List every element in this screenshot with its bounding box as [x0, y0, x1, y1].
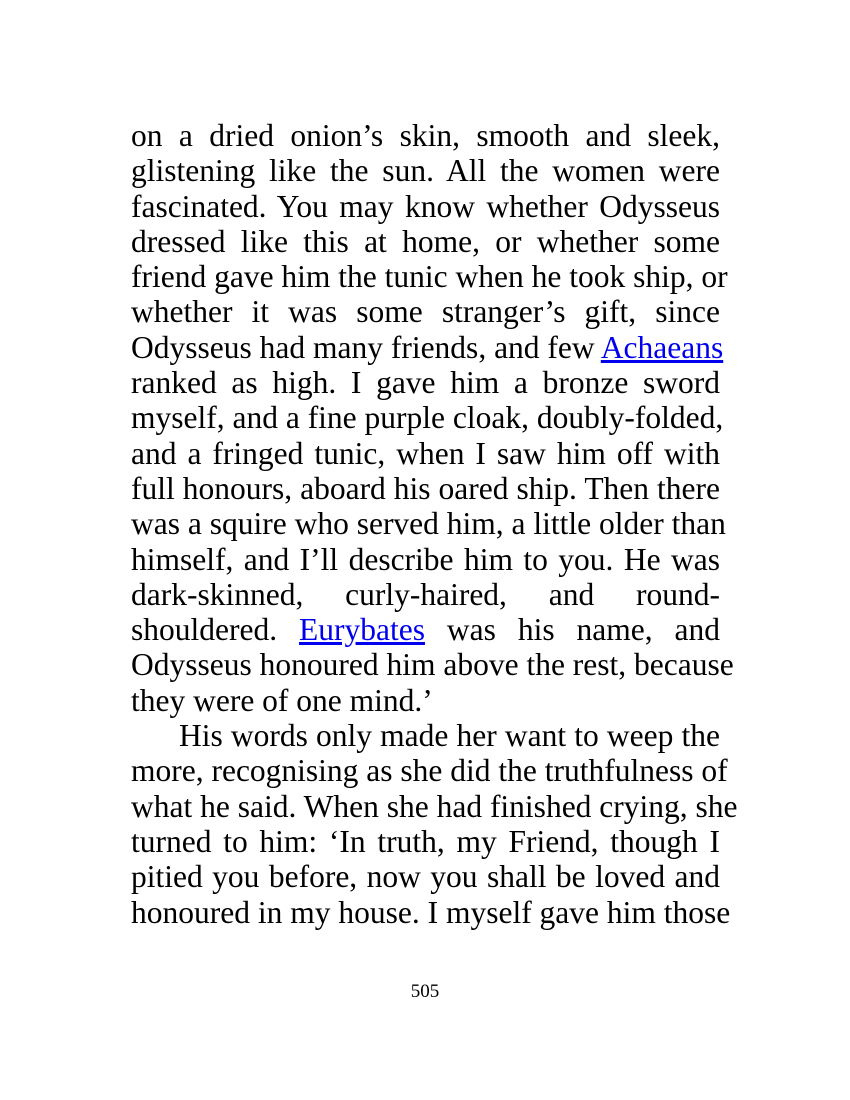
- page-number: 505: [410, 981, 440, 1002]
- text-line: glistening like the sun. All the women were: [131, 153, 720, 189]
- text-line: ranked as high. I gave him a bronze sword: [131, 365, 720, 401]
- paragraph-first-line: His words only made her want to weep the: [179, 718, 720, 754]
- text-line: pitied you before, now you shall be loved and: [131, 859, 720, 895]
- text-line: was a squire who served him, a little older than: [131, 506, 726, 542]
- text-line: friend gave him the tunic when he took ship, or: [131, 259, 728, 295]
- text-line: what he said. When she had finished crying, she: [131, 788, 738, 824]
- achaeans-link[interactable]: Achaeans: [600, 329, 724, 365]
- text-line: fascinated. You may know whether Odysseus: [131, 188, 720, 224]
- text-line: dark-skinned, curly-haired, and round-: [131, 576, 720, 612]
- text-line: and a fringed tunic, when I saw him off with: [131, 435, 720, 471]
- text-line: myself, and a fine purple cloak, doubly-folded,: [131, 400, 724, 436]
- text-line: himself, and I’ll describe him to you. He was: [131, 541, 720, 577]
- text-line: honoured in my house. I myself gave him those: [131, 894, 731, 930]
- text-line: [131, 612, 720, 647]
- text-line: Odysseus honoured him above the rest, because: [131, 647, 734, 683]
- text-line: whether it was some stranger’s gift, since: [131, 294, 720, 330]
- paragraph-end-line: they were of one mind.’: [131, 682, 433, 718]
- text-line: full honours, aboard his oared ship. Then there: [131, 470, 720, 506]
- line-text-before-link: shouldered.: [131, 612, 300, 648]
- text-line: more, recognising as she did the truthfulness of: [131, 753, 728, 789]
- line-text-after-link: was his name, and: [424, 612, 720, 648]
- text-line: dressed like this at home, or whether some: [131, 223, 720, 259]
- text-line: turned to him: ‘In truth, my Friend, though I: [131, 823, 720, 859]
- body-text: [131, 118, 738, 930]
- line-text-before-link: Odysseus had many friends, and few: [131, 329, 601, 365]
- text-line: on a dried onion’s skin, smooth and sleek,: [131, 118, 720, 153]
- text-line: [131, 329, 724, 365]
- eurybates-link[interactable]: Eurybates: [299, 612, 425, 648]
